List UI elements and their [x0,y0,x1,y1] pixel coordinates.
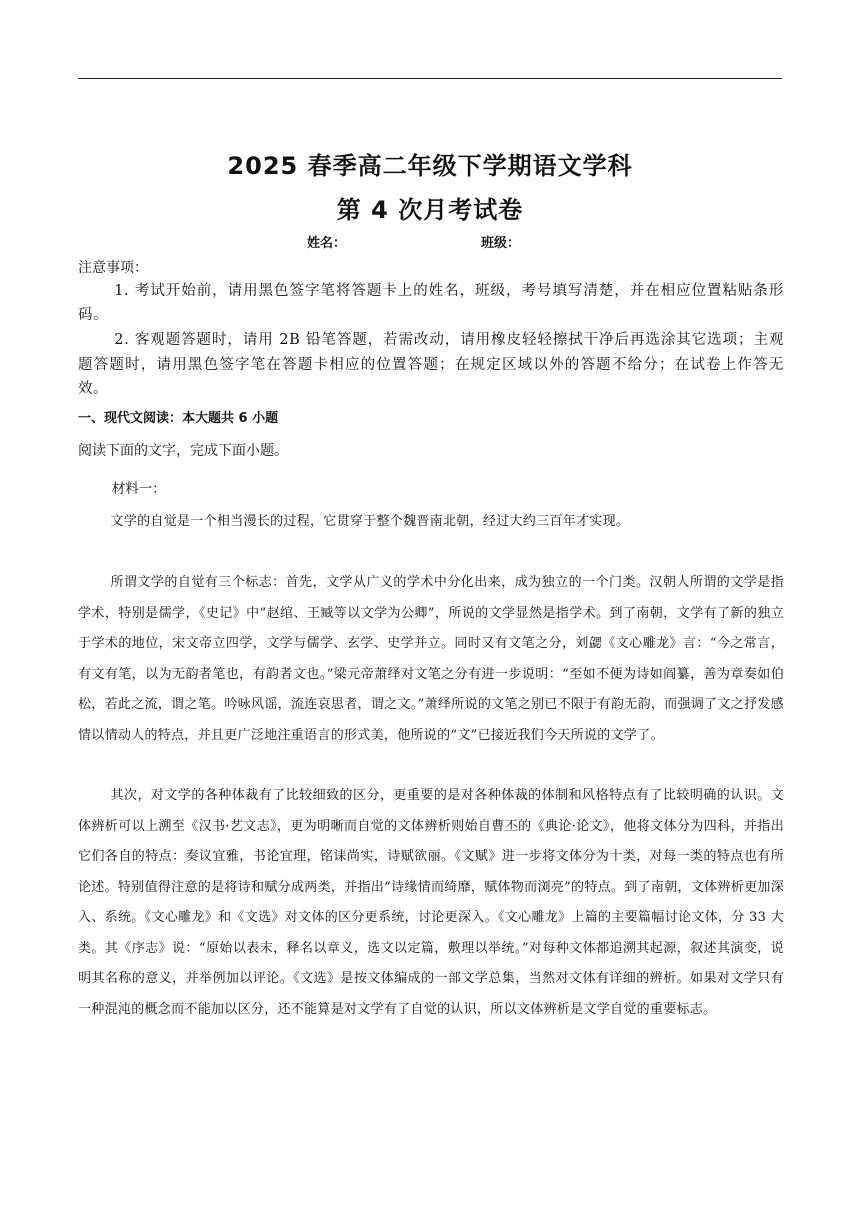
header-rule [78,78,782,79]
material-label: 材料一： [111,481,166,497]
material-paragraph: 所谓文学的自觉有三个标志：首先，文学从广义的学术中分化出来，成为独立的一个门类。汉朝人所谓的文学是指学术，特别是儒学，《史记》中“赵绾、王臧等以文学为公卿”，所说的文学显然是指学术。到了南朝，文学有了新的独立于学术的地位，宋文帝立四学，文学与儒学、玄学、史学并立。同时又有文笔之分，刘勰《文心雕龙》言：“今之常言，有文有笔，以为无韵者笔也，有韵者文也。”梁元帝萧绎对文笔之分有进一步说明：“至如不便为诗如阎纂，善为章奏如伯松，若此之流，谓之笔。吟咏风谣，流连哀思者，谓之文。”萧绎所说的文笔之别已不限于有韵无韵，而强调了文之抒发感情以情动人的特点，并且更广泛地注重语言的形式美，他所说的“文”已接近我们今天所说的文学了。 [78,575,784,743]
class-label: 班级： [481,236,521,251]
reading-instruction: 阅读下面的文字，完成下面小题。 [78,443,288,459]
notice-item-1: 1. 考试开始前，请用黑色签字笔将答题卡上的姓名，班级，考号填写清楚，并在相应位置粘贴条形码。 [78,283,784,323]
section-heading: 一、现代文阅读：本大题共 6 小题 [78,411,279,426]
exam-title-line1: 2025 春季高二年级下学期语文学科 [227,152,633,180]
material-paragraph: 文学的自觉是一个相当漫长的过程，它贯穿于整个魏晋南北朝，经过大约三百年才实现。 [110,514,630,529]
notice-item-2: 2. 客观题答题时，请用 2B 铅笔答题，若需改动，请用橡皮轻轻擦拭干净后再选涂其它选项；主观题答题时，请用黑色签字笔在答题卡相应的位置答题；在规定区域以外的答题不给分；在试卷上作答无效。 [78,332,784,397]
notice-title: 注意事项： [78,260,148,276]
exam-title-line2: 第 4 次月考试卷 [336,196,524,224]
name-label: 姓名： [307,236,347,251]
material-paragraph: 其次，对文学的各种体裁有了比较细致的区分，更重要的是对各种体裁的体制和风格特点有了比较明确的认识。文体辨析可以上溯至《汉书·艺文志》，更为明晰而自觉的文体辨析则始自曹丕的《典论·论文》，他将文体分为四科，并指出它们各自的特点：奏议宜雅，书论宜理，铭诔尚实，诗赋欲丽。《文赋》进一步将文体分为十类，对每一类的特点也有所论述。特别值得注意的是将诗和赋分成两类，并指出“诗缘情而绮靡，赋体物而浏亮”的特点。到了南朝，文体辨析更加深入、系统。《文心雕龙》和《文选》对文体的区分更系统，讨论更深入。《文心雕龙》上篇的主要篇幅讨论文体，分 33 大类。其《序志》说：“原始以表末，释名以章义，选文以定篇，敷理以举统。”对每种文体都追溯其起源，叙述其演变，说明其名称的意义，并举例加以评论。《文选》是按文体编成的一部文学总集，当然对文体有详细的辨析。如果对文学只有一种混沌的概念而不能加以区分，还不能算是对文学有了自觉的认识，所以文体辨析是文学自觉的重要标志。 [78,788,784,1017]
